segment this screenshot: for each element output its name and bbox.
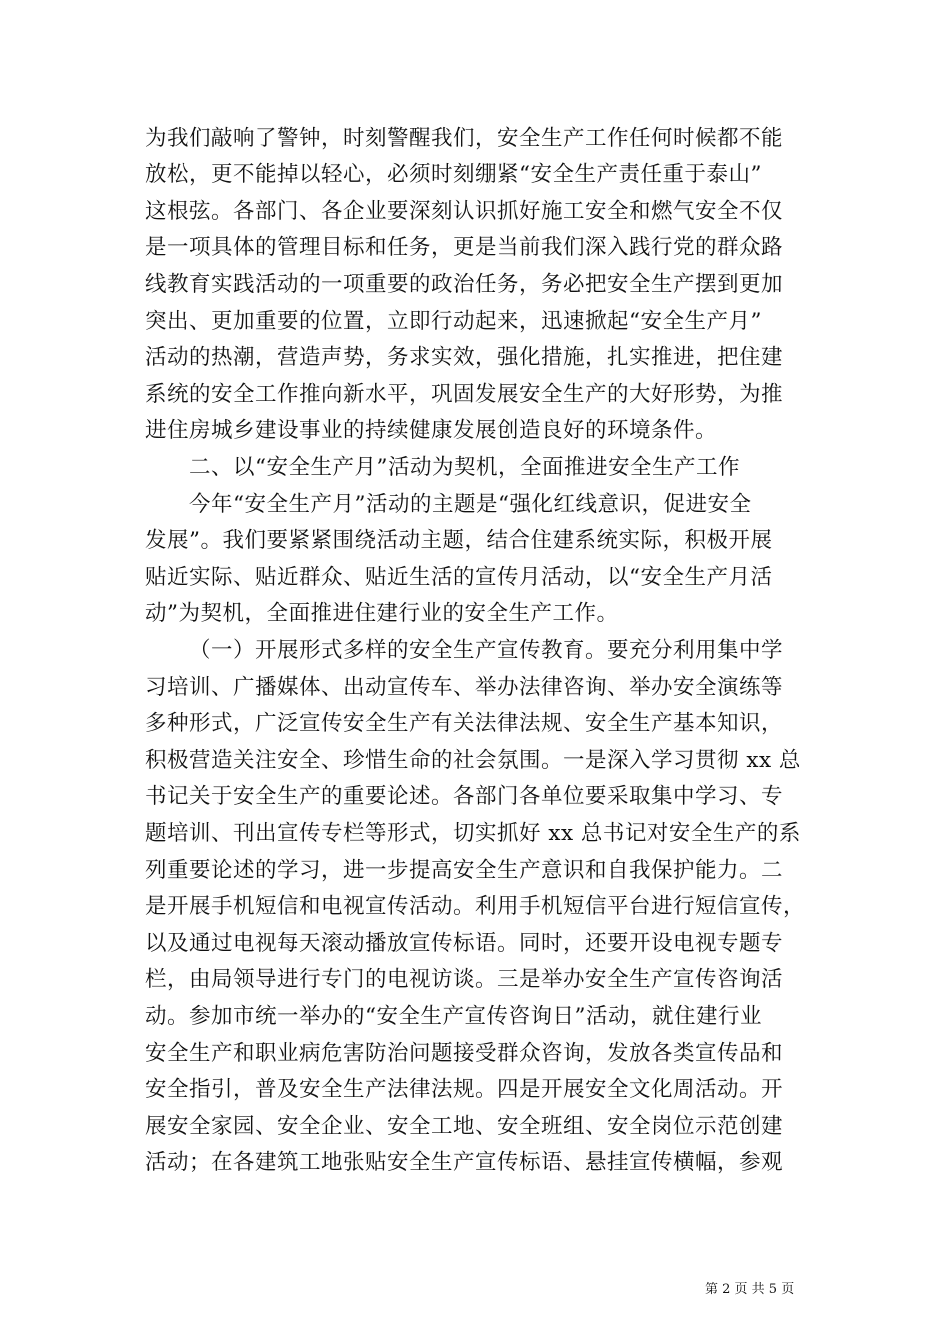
text-line: 贴近实际、贴近群众、贴近生活的宣传月活动，以“安全生产月活 (145, 565, 773, 590)
text-line: 发展”。我们要紧紧围绕活动主题，结合住建系统实际，积极开展 (145, 528, 773, 553)
subsection-heading: （一）开展形式多样的安全生产宣传教育。要充分利用集中学 (189, 638, 784, 663)
section-heading: 二、以“安全生产月”活动为契机，全面推进安全生产工作 (189, 455, 740, 480)
text-line: 是开展手机短信和电视宣传活动。利用手机短信平台进行短信宣传， (145, 894, 806, 919)
text-line: 是一项具体的管理目标和任务，更是当前我们深入践行党的群众路 (145, 235, 784, 260)
text-line: 线教育实践活动的一项重要的政治任务，务必把安全生产摆到更加 (145, 272, 784, 297)
text-line: 活动的热潮，营造声势，务求实效，强化措施，扎实推进，把住建 (145, 345, 784, 370)
text-line: 动。参加市统一举办的“安全生产宣传咨询日”活动，就住建行业 (145, 1004, 762, 1029)
text-line: 习培训、广播媒体、出动宣传车、举办法律咨询、举办安全演练等 (145, 675, 784, 700)
text-line: 积极营造关注安全、珍惜生命的社会氛围。一是深入学习贯彻 xx 总 (145, 748, 801, 773)
text-line: 活动；在各建筑工地张贴安全生产宣传标语、悬挂宣传横幅，参观 (145, 1150, 784, 1175)
text-line: 多种形式，广泛宣传安全生产有关法律法规、安全生产基本知识， (145, 711, 784, 736)
text-line: 这根弦。各部门、各企业要深刻认识抓好施工安全和燃气安全不仅 (145, 199, 784, 224)
text-line: 安全生产和职业病危害防治问题接受群众咨询，发放各类宣传品和 (145, 1041, 784, 1066)
text-line: 以及通过电视每天滚动播放宣传标语。同时，还要开设电视专题专 (145, 931, 784, 956)
text-line: 进住房城乡建设事业的持续健康发展创造良好的环境条件。 (145, 418, 718, 443)
text-line: 栏，由局领导进行专门的电视访谈。三是举办安全生产宣传咨询活 (145, 967, 784, 992)
text-line: 突出、更加重要的位置，立即行动起来，迅速掀起“安全生产月” (145, 309, 762, 334)
text-line: 题培训、刊出宣传专栏等形式，切实抓好 xx 总书记对安全生产的系 (145, 821, 801, 846)
text-line: 安全指引，普及安全生产法律法规。四是开展安全文化周活动。开 (145, 1077, 784, 1102)
text-line: 放松，更不能掉以轻心，必须时刻绷紧“安全生产责任重于泰山” (145, 162, 762, 187)
text-line: 动”为契机，全面推进住建行业的安全生产工作。 (145, 601, 619, 626)
text-line: 系统的安全工作推向新水平，巩固发展安全生产的大好形势，为推 (145, 382, 784, 407)
text-line: 展安全家园、安全企业、安全工地、安全班组、安全岗位示范创建 (145, 1114, 784, 1139)
text-line: 为我们敲响了警钟，时刻警醒我们，安全生产工作任何时候都不能 (145, 126, 784, 151)
text-line: 今年“安全生产月”活动的主题是“强化红线意识，促进安全 (189, 492, 752, 517)
text-line: 列重要论述的学习，进一步提高安全生产意识和自我保护能力。二 (145, 858, 784, 883)
page-number: 第 2 页 共 5 页 (705, 1282, 795, 1297)
text-line: 书记关于安全生产的重要论述。各部门各单位要采取集中学习、专 (145, 784, 784, 809)
